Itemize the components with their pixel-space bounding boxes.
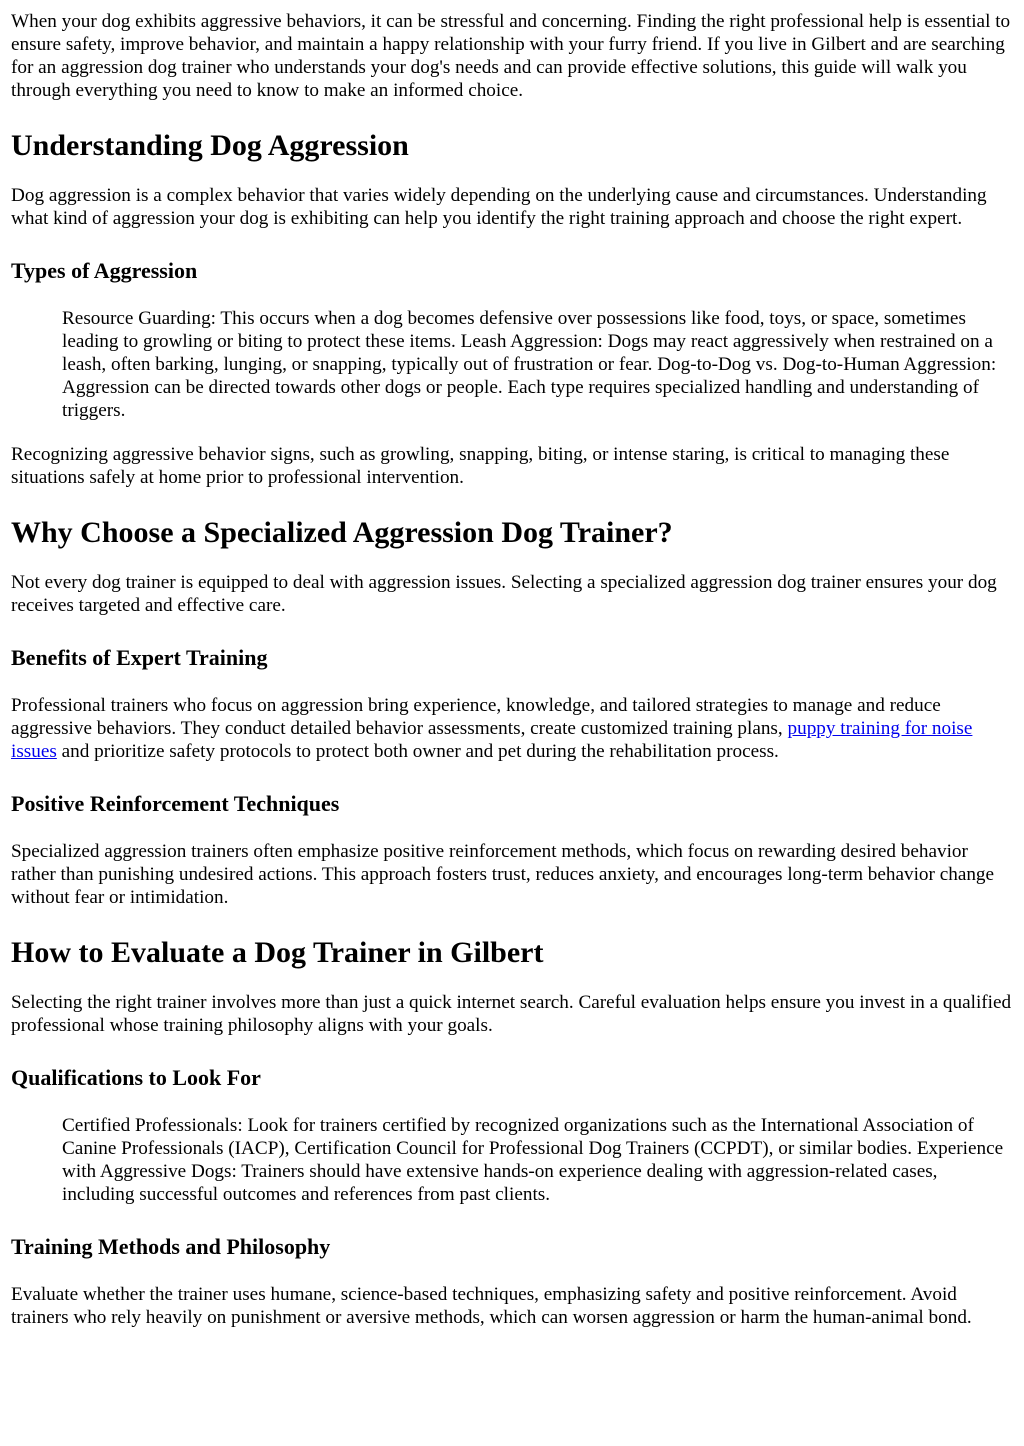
types-blockquote: Resource Guarding: This occurs when a dog becomes defensive over possessions like food, toys, or space, sometimes leading to growling or biting to protect these items. Leash Aggression: Dogs may react aggressively when restrained on a leash, often barking, lunging, or snapping, typically out of frustration or fear. Dog-to-Dog vs. Dog-to-Human Aggression: Aggression can be directed towards other dogs or people. Each type requires specialized handling and understanding of triggers. [62,308,997,421]
benefits-text-after: and prioritize safety protocols to protect both owner and pet during the rehabilitation process. [56,741,779,762]
heading-types-of-aggression: Types of Aggression [11,258,198,283]
recognizing-paragraph: Recognizing aggressive behavior signs, such as growling, snapping, biting, or intense staring, is critical to managing these situations safely at home prior to professional intervention. [11,444,950,488]
heading-understanding-aggression: Understanding Dog Aggression [11,129,409,162]
benefits-paragraph [11,694,1013,763]
heading-benefits-expert-training: Benefits of Expert Training [11,645,268,670]
positive-reinforcement-paragraph: Specialized aggression trainers often emphasize positive reinforcement methods, which focus on rewarding desired behavior rather than punishing undesired actions. This approach fosters trust, reduces anxiety, and encourages long-term behavior change without fear or intimidation. [11,841,995,908]
qualifications-blockquote: Certified Professionals: Look for trainers certified by recognized organizations such as the International Association of Canine Professionals (IACP), Certification Council for Professional Dog Trainers (CCPDT), or similar bodies. Experience with Aggressive Dogs: Trainers should have extensive hands-on experience dealing with aggression-related cases, including successful outcomes and references from past clients. [62,1115,1004,1205]
understanding-paragraph: Dog aggression is a complex behavior that varies widely depending on the underlying cause and circumstances. Understanding what kind of aggression your dog is exhibiting can help you identify the right training approach and choose the right expert. [11,185,987,229]
heading-positive-reinforcement: Positive Reinforcement Techniques [11,791,340,816]
training-methods-paragraph: Evaluate whether the trainer uses humane, science-based techniques, emphasizing safety and positive reinforcement. Avoid trainers who rely heavily on punishment or aversive methods, which can worsen aggression or harm the human-animal bond. [11,1284,972,1328]
heading-evaluate-trainer: How to Evaluate a Dog Trainer in Gilbert [11,936,544,969]
heading-training-methods: Training Methods and Philosophy [11,1234,331,1259]
evaluate-paragraph: Selecting the right trainer involves more than just a quick internet search. Careful evaluation helps ensure you invest in a qualified professional whose training philosophy aligns with your goals. [11,992,1012,1036]
puppy-training-noise-link[interactable]: puppy training for noise issues [11,718,973,762]
why-choose-paragraph: Not every dog trainer is equipped to deal with aggression issues. Selecting a specialized aggression dog trainer ensures your dog receives targeted and effective care. [11,572,997,616]
heading-qualifications: Qualifications to Look For [11,1065,261,1090]
heading-why-choose-specialized: Why Choose a Specialized Aggression Dog Trainer? [11,516,673,549]
benefits-text-before: Professional trainers who focus on aggression bring experience, knowledge, and tailored strategies to manage and reduce aggressive behaviors. They conduct detailed behavior assessments, create customized training plans, [11,695,941,739]
intro-paragraph: When your dog exhibits aggressive behaviors, it can be stressful and concerning. Finding the right professional help is essential to ensure safety, improve behavior, and maintain a happy relationship with your furry friend. If you live in Gilbert and are searching for an aggression dog trainer who understands your dog's needs and can provide effective solutions, this guide will walk you through everything you need to know to make an informed choice. [11,11,1011,101]
